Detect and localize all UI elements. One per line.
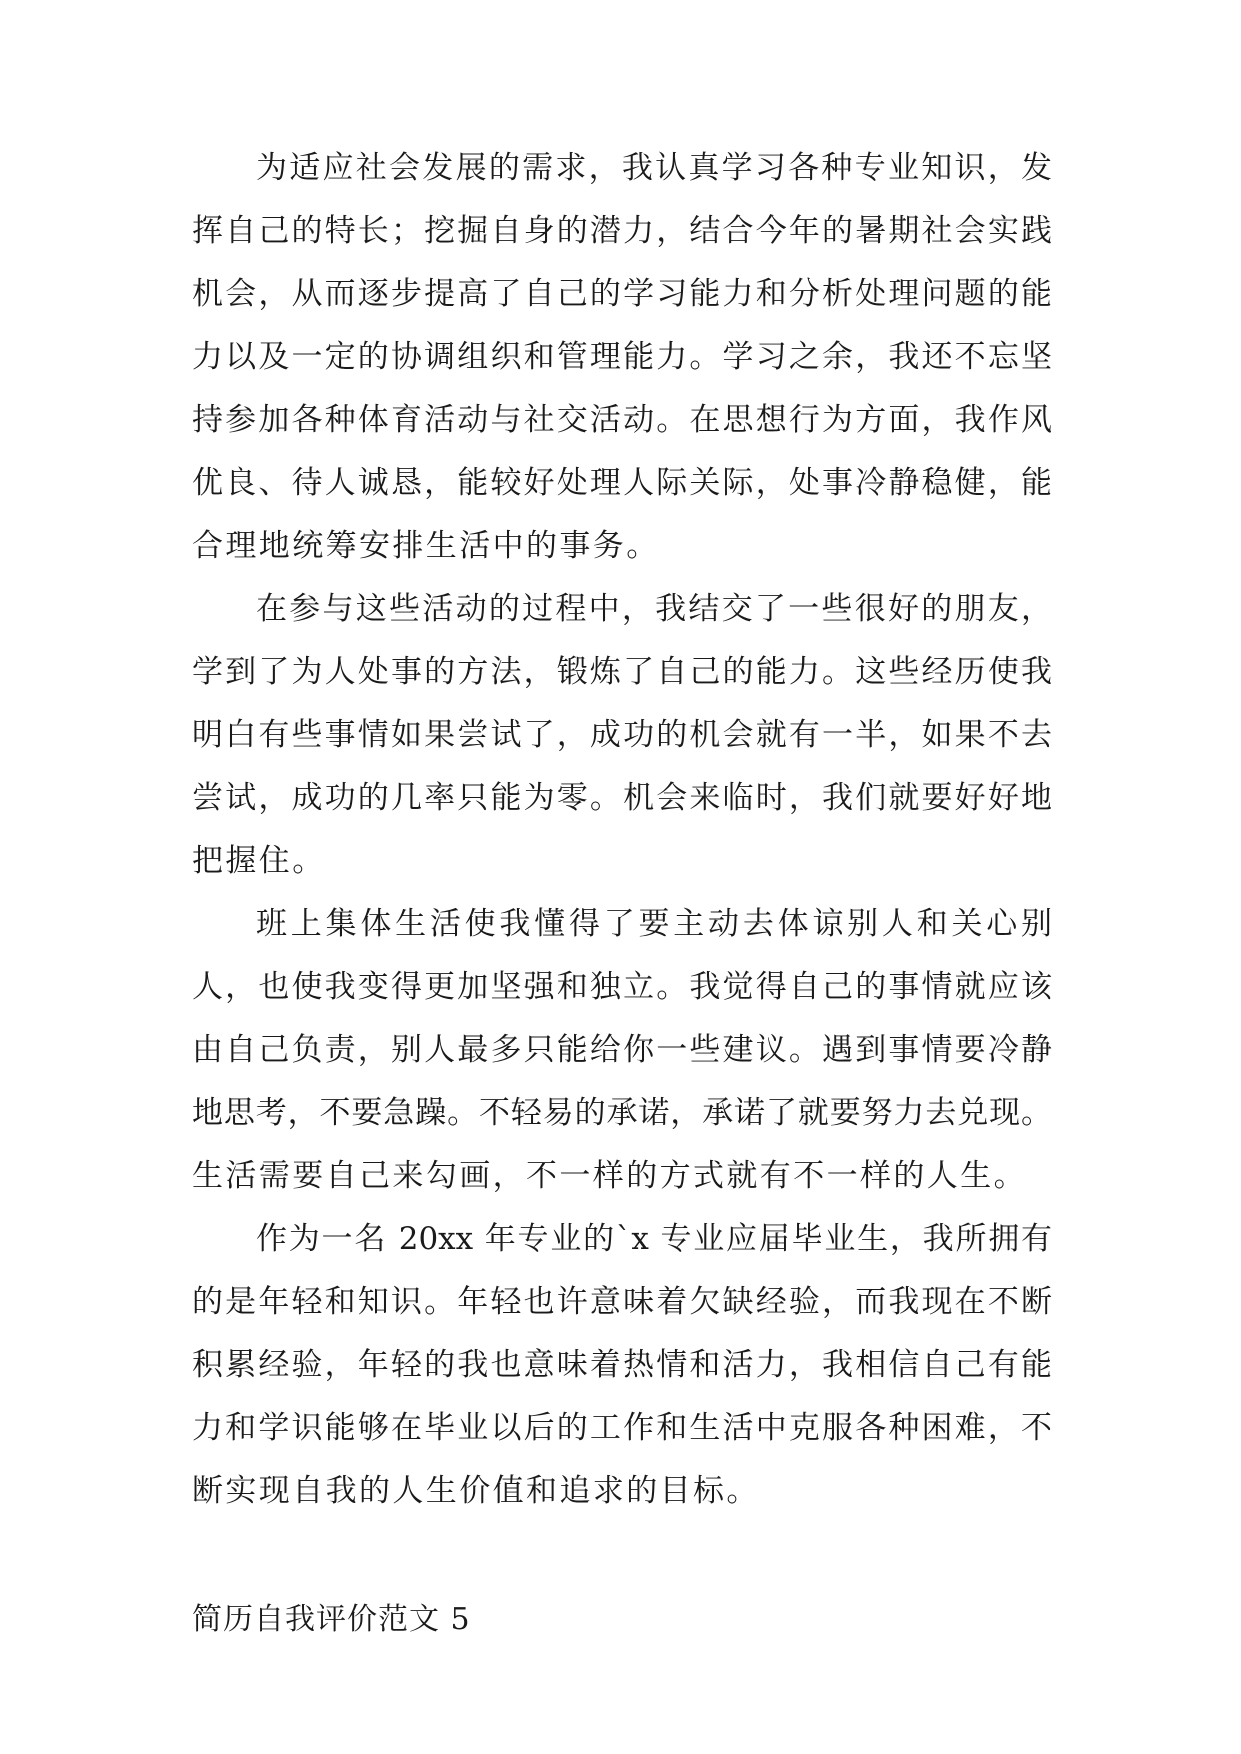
paragraph-1-line-5: 持参加各种体育活动与社交活动。在思想行为方面，我作风 xyxy=(192,402,1052,438)
paragraph-1-line-4: 力以及一定的协调组织和管理能力。学习之余，我还不忘坚 xyxy=(192,339,1052,375)
paragraph-4-line-5: 断实现自我的人生价值和追求的目标。 xyxy=(192,1473,760,1509)
paragraph-2-line-5: 把握住。 xyxy=(192,843,326,879)
paragraph-2-line-1: 在参与这些活动的过程中，我结交了一些很好的朋友， xyxy=(256,591,1052,627)
paragraph-1-line-2: 挥自己的特长；挖掘自身的潜力，结合今年的暑期社会实践 xyxy=(192,213,1052,249)
paragraph-4-line-2: 的是年轻和知识。年轻也许意味着欠缺经验，而我现在不断 xyxy=(192,1284,1052,1320)
paragraph-2-line-3: 明白有些事情如果尝试了，成功的机会就有一半，如果不去 xyxy=(192,717,1052,753)
paragraph-1-line-1: 为适应社会发展的需求，我认真学习各种专业知识，发 xyxy=(256,150,1052,186)
paragraph-1-line-3: 机会，从而逐步提高了自己的学习能力和分析处理问题的能 xyxy=(192,276,1052,312)
paragraph-4-line-4: 力和学识能够在毕业以后的工作和生活中克服各种困难，不 xyxy=(192,1410,1052,1446)
paragraph-2-line-4: 尝试，成功的几率只能为零。机会来临时，我们就要好好地 xyxy=(192,780,1052,816)
section-heading: 简历自我评价范文 5 xyxy=(192,1602,471,1637)
paragraph-4-line-3: 积累经验，年轻的我也意味着热情和活力，我相信自己有能 xyxy=(192,1347,1052,1383)
paragraph-3-line-1: 班上集体生活使我懂得了要主动去体谅别人和关心别 xyxy=(256,906,1052,942)
paragraph-3-line-3: 由自己负责，别人最多只能给你一些建议。遇到事情要冷静 xyxy=(192,1032,1052,1068)
paragraph-3-line-2: 人，也使我变得更加坚强和独立。我觉得自己的事情就应该 xyxy=(192,969,1052,1005)
paragraph-1-line-7: 合理地统筹安排生活中的事务。 xyxy=(192,528,660,564)
paragraph-1-line-6: 优良、待人诚恳，能较好处理人际关际，处事冷静稳健，能 xyxy=(192,465,1052,501)
paragraph-2-line-2: 学到了为人处事的方法，锻炼了自己的能力。这些经历使我 xyxy=(192,654,1052,690)
paragraph-3-line-4: 地思考，不要急躁。不轻易的承诺，承诺了就要努力去兑现。 xyxy=(192,1095,1052,1131)
paragraph-3-line-5: 生活需要自己来勾画，不一样的方式就有不一样的人生。 xyxy=(192,1158,1027,1194)
paragraph-4-line-1: 作为一名 20xx 年专业的`x 专业应届毕业生，我所拥有 xyxy=(256,1221,1052,1257)
